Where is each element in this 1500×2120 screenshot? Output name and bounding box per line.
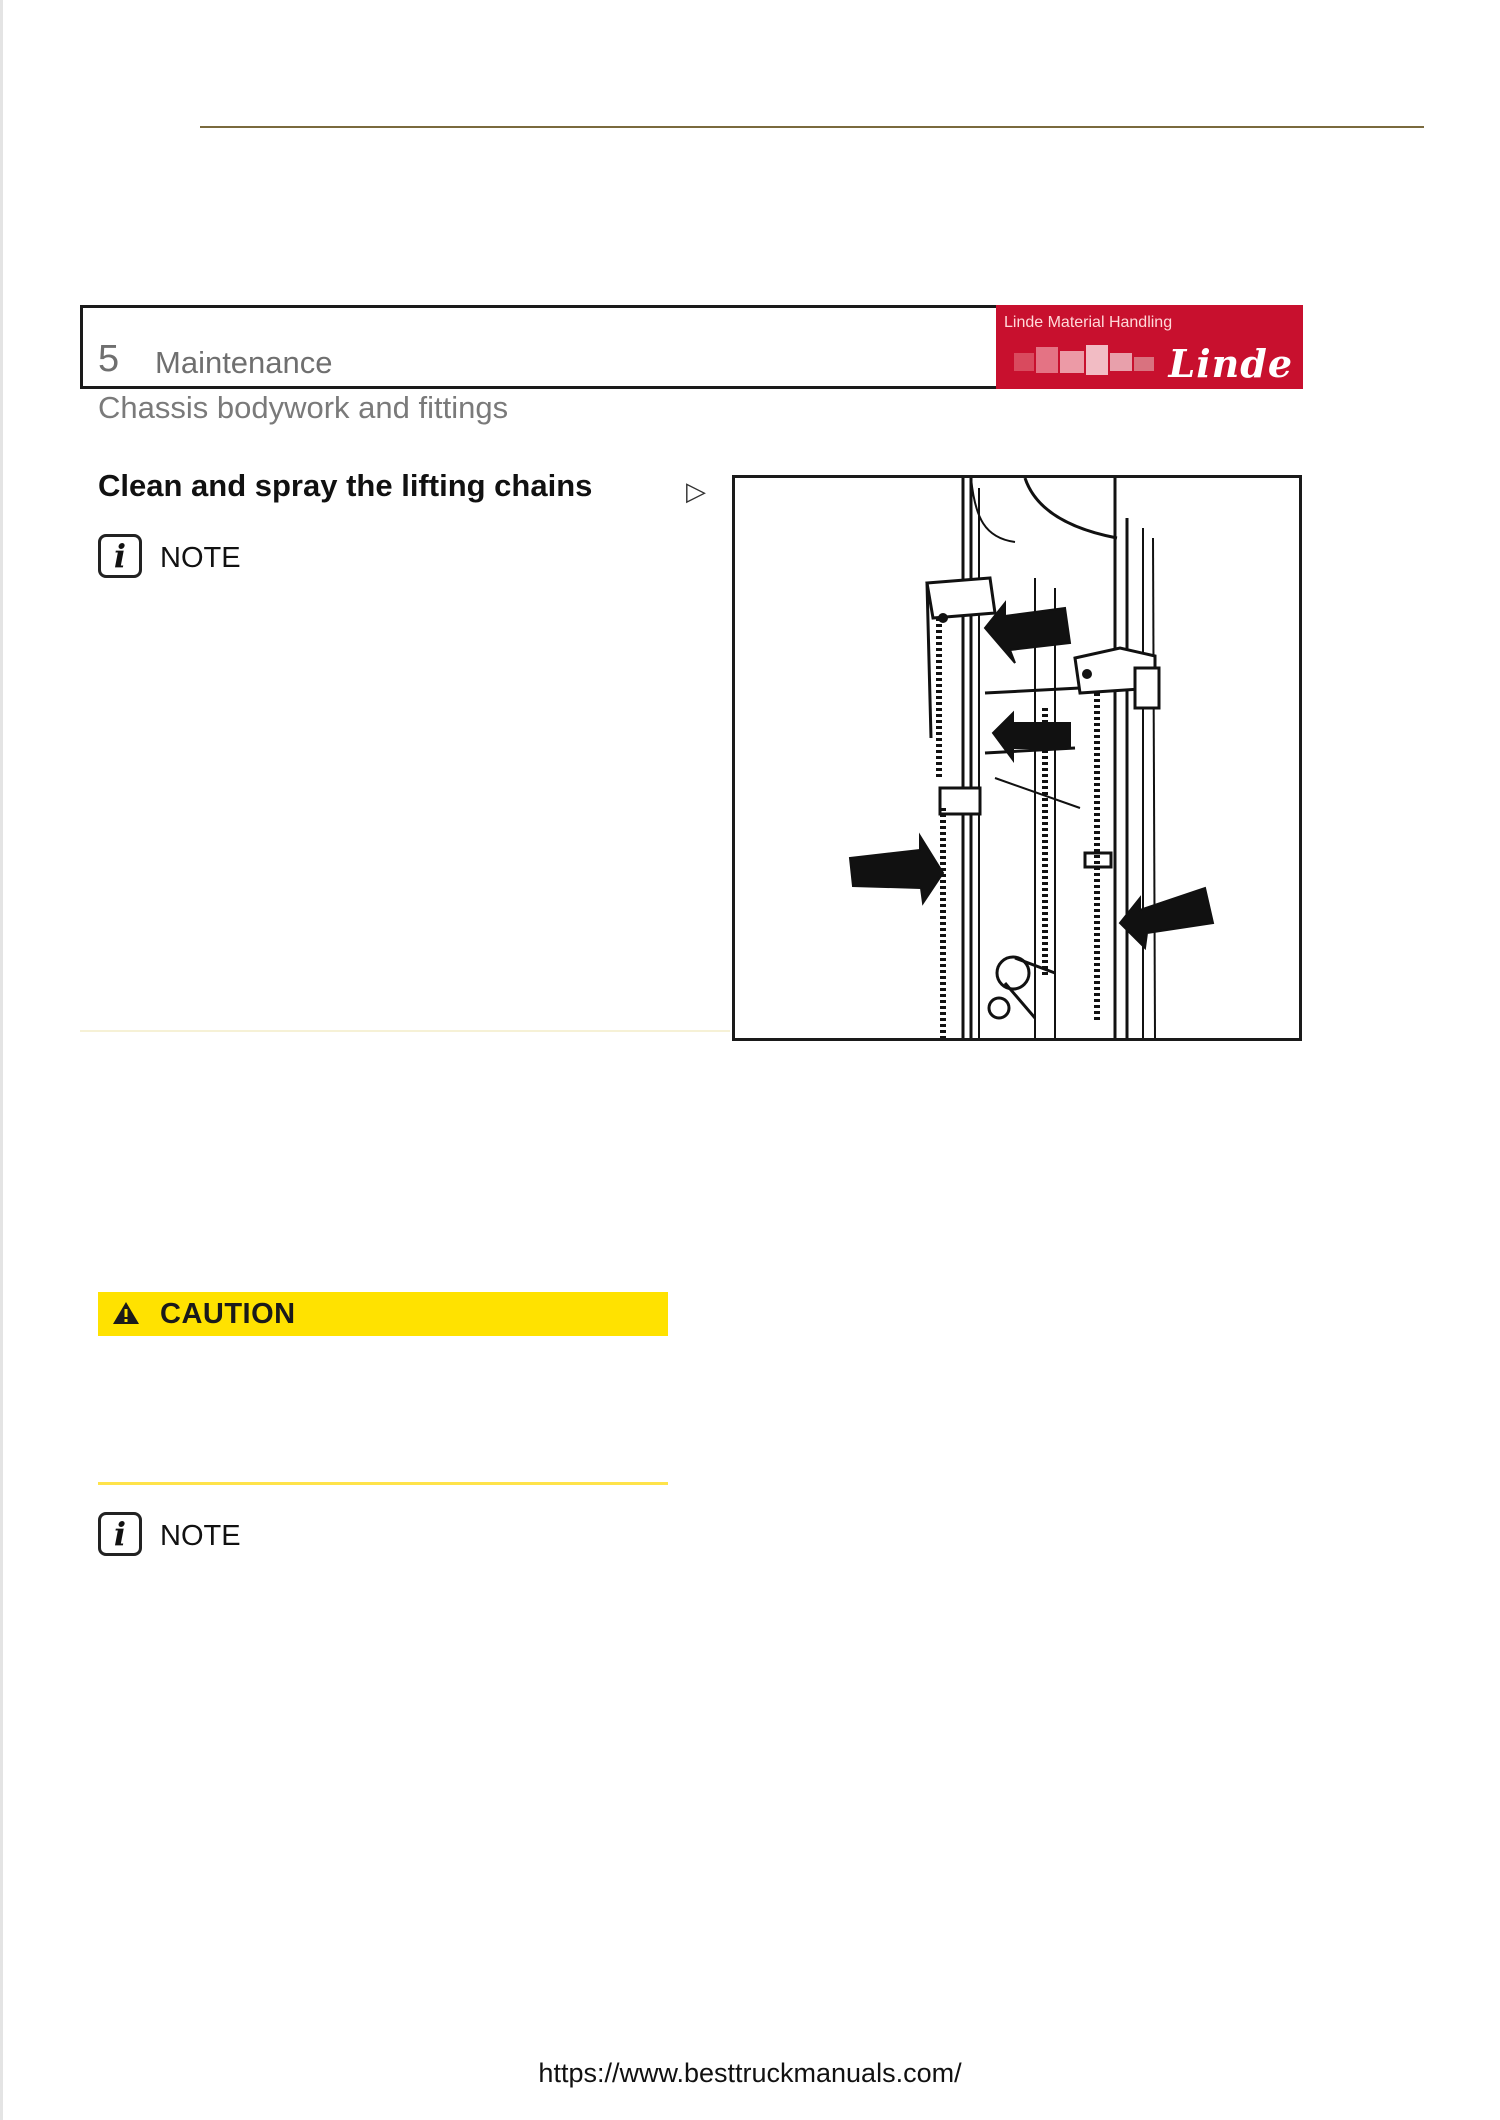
top-rule: [200, 126, 1424, 128]
brand-mosaic-icon: [1014, 345, 1164, 377]
warning-triangle-icon: [112, 1300, 140, 1326]
info-icon: i: [98, 534, 142, 578]
page-edge: [0, 0, 3, 2120]
continue-arrow-icon: ▷: [686, 476, 706, 506]
brand-logo: Linde: [1168, 341, 1293, 386]
chapter-title: Maintenance: [155, 345, 333, 380]
caution-bar: [98, 1292, 668, 1336]
figure-divider: [80, 1030, 730, 1032]
brand-banner: [996, 305, 1303, 389]
lifting-chains-figure: [732, 475, 1302, 1041]
caution-label: CAUTION: [160, 1298, 296, 1330]
chapter-number: 5: [98, 338, 120, 380]
mast-illustration: [735, 478, 1299, 1038]
brand-line: Linde Material Handling: [1004, 314, 1173, 331]
subsection-title: Chassis bodywork and fittings: [98, 390, 509, 425]
caution-end-rule: [98, 1482, 668, 1485]
note-label: NOTE: [160, 542, 241, 574]
note-label: NOTE: [160, 1520, 241, 1552]
procedure-title: Clean and spray the lifting chains: [98, 468, 593, 503]
info-icon: i: [98, 1512, 142, 1556]
footer-url: https://www.besttruckmanuals.com/: [538, 2058, 962, 2088]
